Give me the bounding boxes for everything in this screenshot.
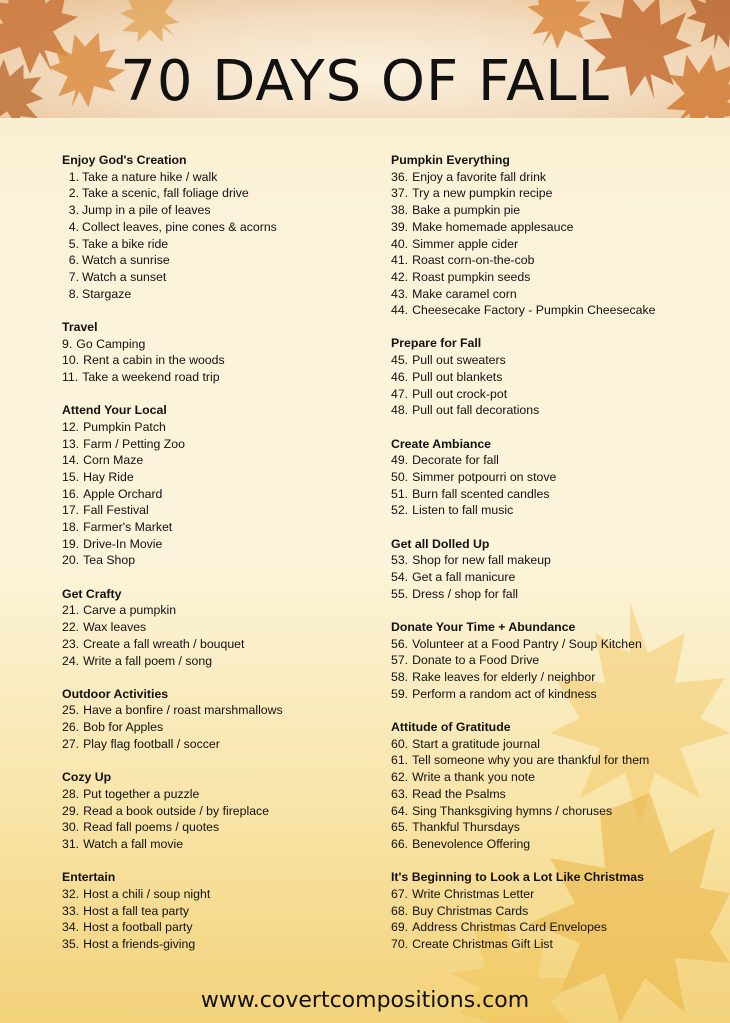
- left-column: [62, 152, 283, 969]
- item-number: 31.: [62, 836, 80, 851]
- item-number: 43.: [391, 286, 409, 301]
- item-text: Burn fall scented candles: [412, 486, 550, 501]
- item-number: 57.: [391, 653, 409, 668]
- item-number: 49.: [391, 453, 409, 468]
- list-item: [62, 419, 283, 436]
- section-heading: Donate Your Time + Abundance: [391, 619, 576, 634]
- page-title: 70 DAYS OF FALL: [120, 49, 610, 114]
- item-number: 8.: [68, 286, 79, 301]
- section-it-s-beginning-to-look-a-lot-like-christmas: [391, 869, 655, 953]
- item-number: 47.: [391, 386, 409, 401]
- item-number: 26.: [62, 720, 80, 735]
- section-prepare-for-fall: [391, 335, 655, 419]
- list-item: [62, 185, 283, 202]
- list-item: [62, 552, 283, 569]
- list-item: [391, 636, 655, 653]
- item-number: 3.: [68, 203, 79, 218]
- item-number: 21.: [62, 603, 80, 618]
- list-item: [62, 452, 283, 469]
- section-heading: Entertain: [62, 870, 116, 885]
- item-text: Take a weekend road trip: [82, 369, 220, 384]
- item-text: Make caramel corn: [412, 286, 517, 301]
- item-number: 53.: [391, 553, 409, 568]
- item-number: 13.: [62, 436, 80, 451]
- list-item: [62, 519, 283, 536]
- section-pumpkin-everything: [391, 152, 655, 319]
- item-text: Enjoy a favorite fall drink: [412, 169, 547, 184]
- list-item: [62, 636, 283, 653]
- list-item: [391, 552, 655, 569]
- list-item: [391, 936, 655, 953]
- item-text: Apple Orchard: [83, 486, 163, 501]
- item-text: Create a fall wreath / bouquet: [83, 636, 245, 651]
- list-item: [62, 436, 283, 453]
- item-number: 24.: [62, 653, 80, 668]
- section-travel: [62, 319, 283, 386]
- list-item: [391, 736, 655, 753]
- section-cozy-up: [62, 769, 283, 853]
- item-text: Dress / shop for fall: [412, 586, 519, 601]
- list-item: [62, 619, 283, 636]
- item-text: Simmer potpourri on stove: [412, 470, 557, 485]
- item-text: Volunteer at a Food Pantry / Soup Kitchen: [412, 636, 642, 651]
- list-item: [62, 919, 283, 936]
- list-item: [391, 219, 655, 236]
- item-text: Try a new pumpkin recipe: [412, 186, 553, 201]
- item-text: Stargaze: [82, 286, 132, 301]
- item-text: Farm / Petting Zoo: [83, 436, 185, 451]
- item-text: Pull out crock-pot: [412, 386, 508, 401]
- item-text: Tea Shop: [83, 553, 136, 568]
- item-text: Take a scenic, fall foliage drive: [82, 186, 249, 201]
- list-item: [62, 369, 283, 386]
- item-number: 48.: [391, 403, 409, 418]
- item-text: Decorate for fall: [412, 453, 499, 468]
- item-number: 64.: [391, 803, 409, 818]
- section-heading: Outdoor Activities: [62, 686, 169, 701]
- item-number: 44.: [391, 303, 409, 318]
- list-item: [391, 402, 655, 419]
- item-text: Watch a fall movie: [83, 836, 184, 851]
- list-item: [391, 752, 655, 769]
- section-heading: Get all Dolled Up: [391, 536, 490, 551]
- item-number: 23.: [62, 636, 80, 651]
- section-heading: Prepare for Fall: [391, 336, 482, 351]
- list-item: [62, 702, 283, 719]
- item-text: Pull out fall decorations: [412, 403, 540, 418]
- list-item: [391, 886, 655, 903]
- item-number: 12.: [62, 419, 80, 434]
- item-text: Pumpkin Patch: [83, 419, 166, 434]
- list-item: [62, 719, 283, 736]
- section-heading: Enjoy God's Creation: [62, 153, 187, 167]
- list-item: [391, 486, 655, 503]
- item-text: Watch a sunset: [82, 269, 167, 284]
- item-number: 6.: [68, 253, 79, 268]
- item-text: Roast pumpkin seeds: [412, 269, 531, 284]
- item-number: 14.: [62, 453, 80, 468]
- item-text: Put together a puzzle: [83, 786, 200, 801]
- item-number: 51.: [391, 486, 409, 501]
- item-text: Create Christmas Gift List: [412, 936, 553, 951]
- item-text: Write a thank you note: [412, 770, 535, 785]
- item-number: 22.: [62, 620, 80, 635]
- list-item: [62, 786, 283, 803]
- item-text: Host a football party: [83, 920, 193, 935]
- item-number: 15.: [62, 470, 80, 485]
- list-item: [62, 352, 283, 369]
- item-number: 27.: [62, 736, 80, 751]
- item-text: Write Christmas Letter: [412, 886, 535, 901]
- list-item: [391, 502, 655, 519]
- list-item: [391, 386, 655, 403]
- list-item: [62, 252, 283, 269]
- list-item: [62, 736, 283, 753]
- section-heading: It's Beginning to Look a Lot Like Christmas: [391, 870, 644, 885]
- item-number: 45.: [391, 353, 409, 368]
- section-entertain: [62, 869, 283, 953]
- item-text: Host a friends-giving: [83, 936, 196, 951]
- item-number: 68.: [391, 903, 409, 918]
- section-heading: Pumpkin Everything: [391, 153, 510, 167]
- item-number: 46.: [391, 369, 409, 384]
- item-number: 25.: [62, 703, 80, 718]
- item-text: Read the Psalms: [412, 786, 506, 801]
- item-text: Play flag football / soccer: [83, 736, 220, 751]
- item-number: 1.: [68, 169, 79, 184]
- item-text: Bob for Apples: [83, 720, 164, 735]
- section-heading: Create Ambiance: [391, 436, 492, 451]
- item-text: Pull out blankets: [412, 369, 503, 384]
- item-number: 4.: [68, 219, 79, 234]
- list-item: [391, 269, 655, 286]
- item-number: 58.: [391, 670, 409, 685]
- section-get-all-dolled-up: [391, 536, 655, 603]
- list-item: [391, 836, 655, 853]
- item-text: Hay Ride: [83, 470, 134, 485]
- item-text: Write a fall poem / song: [83, 653, 213, 668]
- item-text: Host a chili / soup night: [83, 886, 211, 901]
- item-number: 42.: [391, 269, 409, 284]
- list-item: [62, 169, 283, 186]
- section-heading: Attend Your Local: [62, 403, 167, 418]
- list-item: [62, 502, 283, 519]
- item-number: 38.: [391, 203, 409, 218]
- item-text: Roast corn-on-the-cob: [412, 253, 535, 268]
- list-item: [391, 169, 655, 186]
- section-heading: Travel: [62, 319, 98, 334]
- item-text: Pull out sweaters: [412, 353, 506, 368]
- section-heading: Attitude of Gratitude: [391, 719, 511, 734]
- item-text: Perform a random act of kindness: [412, 686, 597, 701]
- item-number: 70.: [391, 936, 409, 951]
- list-item: [391, 919, 655, 936]
- item-text: Buy Christmas Cards: [412, 903, 529, 918]
- item-text: Benevolence Offering: [412, 836, 531, 851]
- item-number: 16.: [62, 486, 80, 501]
- item-number: 17.: [62, 503, 80, 518]
- item-text: Make homemade applesauce: [412, 219, 574, 234]
- list-item: [391, 236, 655, 253]
- item-number: 35.: [62, 936, 80, 951]
- right-column: [391, 152, 655, 969]
- item-text: Rake leaves for elderly / neighbor: [412, 670, 596, 685]
- item-number: 5.: [68, 236, 79, 251]
- item-number: 20.: [62, 553, 80, 568]
- section-donate-your-time-abundance: [391, 619, 655, 703]
- item-text: Farmer's Market: [83, 520, 173, 535]
- item-number: 59.: [391, 686, 409, 701]
- item-text: Address Christmas Card Envelopes: [412, 920, 607, 935]
- item-number: 40.: [391, 236, 409, 251]
- item-text: Thankful Thursdays: [412, 820, 520, 835]
- item-text: Take a bike ride: [82, 236, 169, 251]
- list-item: [62, 336, 283, 353]
- item-number: 11.: [62, 369, 79, 384]
- item-text: Jump in a pile of leaves: [82, 203, 211, 218]
- list-item: [62, 202, 283, 219]
- list-item: [391, 769, 655, 786]
- item-text: Cheesecake Factory - Pumpkin Cheesecake: [412, 303, 656, 318]
- item-number: 50.: [391, 470, 409, 485]
- list-item: [391, 652, 655, 669]
- list-item: [62, 803, 283, 820]
- list-item: [62, 286, 283, 303]
- list-item: [62, 886, 283, 903]
- item-text: Read a book outside / by fireplace: [83, 803, 270, 818]
- item-number: 30.: [62, 820, 80, 835]
- list-item: [62, 536, 283, 553]
- item-number: 18.: [62, 520, 80, 535]
- section-get-crafty: [62, 586, 283, 670]
- list-item: [391, 252, 655, 269]
- section-create-ambiance: [391, 436, 655, 520]
- list-item: [391, 803, 655, 820]
- item-text: Simmer apple cider: [412, 236, 519, 251]
- item-text: Drive-In Movie: [83, 536, 163, 551]
- item-text: Have a bonfire / roast marshmallows: [83, 703, 283, 718]
- item-number: 61.: [391, 753, 409, 768]
- item-number: 10.: [62, 353, 80, 368]
- item-text: Sing Thanksgiving hymns / choruses: [412, 803, 613, 818]
- item-text: Take a nature hike / walk: [82, 169, 218, 184]
- item-number: 54.: [391, 570, 409, 585]
- item-number: 2.: [68, 186, 79, 201]
- list-item: [391, 903, 655, 920]
- item-text: Rent a cabin in the woods: [83, 353, 225, 368]
- list-item: [62, 836, 283, 853]
- list-item: [391, 469, 655, 486]
- section-heading: Get Crafty: [62, 586, 122, 601]
- item-number: 52.: [391, 503, 409, 518]
- list-item: [62, 219, 283, 236]
- item-number: 33.: [62, 903, 80, 918]
- item-number: 62.: [391, 770, 409, 785]
- list-item: [62, 602, 283, 619]
- item-number: 60.: [391, 736, 409, 751]
- item-text: Start a gratitude journal: [412, 736, 540, 751]
- item-text: Corn Maze: [83, 453, 144, 468]
- list-item: [62, 486, 283, 503]
- item-text: Shop for new fall makeup: [412, 553, 551, 568]
- list-item: [62, 653, 283, 670]
- item-text: Donate to a Food Drive: [412, 653, 540, 668]
- list-item: [62, 469, 283, 486]
- item-text: Read fall poems / quotes: [83, 820, 220, 835]
- list-item: [62, 936, 283, 953]
- list-item: [391, 302, 655, 319]
- list-item: [62, 903, 283, 920]
- list-item: [391, 452, 655, 469]
- item-number: 34.: [62, 920, 80, 935]
- list-item: [391, 352, 655, 369]
- list-item: [391, 286, 655, 303]
- list-item: [391, 369, 655, 386]
- item-number: 66.: [391, 836, 409, 851]
- item-number: 63.: [391, 786, 409, 801]
- item-text: Listen to fall music: [412, 503, 514, 518]
- item-text: Watch a sunrise: [82, 253, 170, 268]
- item-number: 19.: [62, 536, 80, 551]
- item-number: 56.: [391, 636, 409, 651]
- list-item: [391, 202, 655, 219]
- item-number: 32.: [62, 886, 80, 901]
- list-item: [62, 236, 283, 253]
- item-number: 65.: [391, 820, 409, 835]
- footer-website: www.covertcompositions.com: [200, 988, 530, 1013]
- item-number: 9.: [62, 336, 73, 351]
- list-item: [391, 669, 655, 686]
- item-number: 69.: [391, 920, 409, 935]
- list-item: [62, 819, 283, 836]
- item-text: Bake a pumpkin pie: [412, 203, 521, 218]
- list-item: [391, 586, 655, 603]
- section-attend-your-local: [62, 402, 283, 569]
- item-number: 37.: [391, 186, 409, 201]
- item-number: 67.: [391, 886, 409, 901]
- list-item: [391, 786, 655, 803]
- item-text: Carve a pumpkin: [83, 603, 177, 618]
- item-text: Get a fall manicure: [412, 570, 516, 585]
- section-outdoor-activities: [62, 686, 283, 753]
- item-number: 36.: [391, 169, 409, 184]
- item-text: Go Camping: [76, 336, 146, 351]
- item-number: 29.: [62, 803, 80, 818]
- item-number: 28.: [62, 786, 80, 801]
- item-text: Host a fall tea party: [83, 903, 190, 918]
- item-text: Fall Festival: [83, 503, 149, 518]
- item-text: Collect leaves, pine cones & acorns: [82, 219, 277, 234]
- item-text: Tell someone why you are thankful for them: [412, 753, 650, 768]
- item-number: 39.: [391, 219, 409, 234]
- list-item: [62, 269, 283, 286]
- list-item: [391, 686, 655, 703]
- section-enjoy-god-s-creation: [62, 152, 283, 302]
- item-number: 41.: [391, 253, 409, 268]
- item-number: 55.: [391, 586, 409, 601]
- list-item: [391, 819, 655, 836]
- section-attitude-of-gratitude: [391, 719, 655, 853]
- list-item: [391, 185, 655, 202]
- list-item: [391, 569, 655, 586]
- item-text: Wax leaves: [83, 620, 147, 635]
- item-number: 7.: [68, 269, 79, 284]
- section-heading: Cozy Up: [62, 770, 112, 785]
